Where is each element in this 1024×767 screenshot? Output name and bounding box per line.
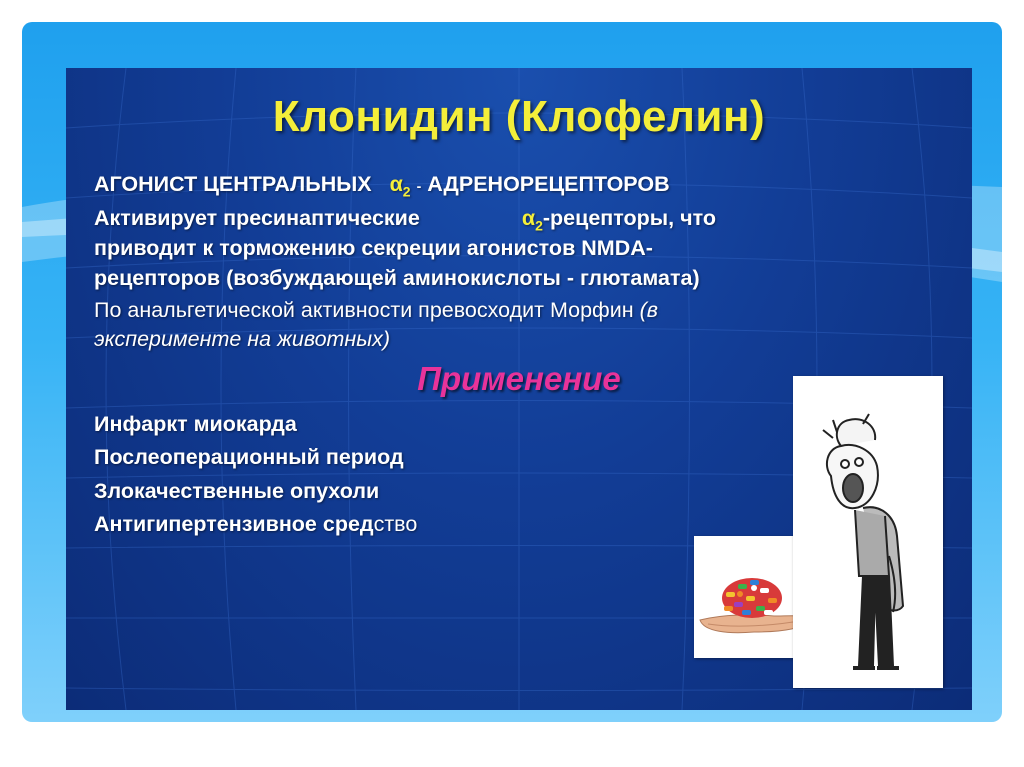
slide <box>66 68 972 710</box>
cartoon-old-man-icon <box>793 376 943 688</box>
line-receptors: рецепторов (возбуждающей аминокислоты - глютамата) <box>94 266 700 290</box>
alpha-char: α <box>389 172 403 196</box>
line5-italic: (в <box>639 298 659 322</box>
line1-before: АГОНИСТ ЦЕНТРАЛЬНЫХ <box>94 172 372 196</box>
alpha-char-2: α <box>521 206 536 230</box>
line1-after: АДРЕНОРЕЦЕПТОРОВ <box>427 172 670 196</box>
line2-before: Активирует пресинаптические <box>94 206 420 230</box>
last-use-bold: Антигипертензивное сред <box>94 512 374 536</box>
slide-title: Клонидин (Клофелин) <box>272 92 766 141</box>
line-analgesic <box>94 298 658 323</box>
use-item: Инфаркт миокарда <box>94 412 297 436</box>
line2-after: -рецепторы, что <box>542 206 716 230</box>
use-item: Злокачественные опухоли <box>94 479 380 503</box>
line-agonist <box>94 172 670 199</box>
last-use-normal: ство <box>373 512 418 536</box>
alpha-subscript: 2 <box>402 183 411 200</box>
line-experiment: эксперименте на животных) <box>94 327 390 351</box>
alpha-subscript-2: 2 <box>535 217 543 234</box>
alpha-symbol <box>389 172 411 200</box>
use-item-antihypertensive <box>94 512 417 537</box>
line5-text: По анальгетической активности превосходит Морфин <box>94 298 634 322</box>
section-title-application: Применение <box>417 360 621 397</box>
line-activates <box>94 206 716 233</box>
line1-dash: - <box>416 178 422 194</box>
use-item: Послеоперационный период <box>94 445 404 469</box>
line-leads: приводит к торможению секреции агонистов NMDA- <box>94 236 653 260</box>
alpha-symbol-2 <box>521 206 543 234</box>
